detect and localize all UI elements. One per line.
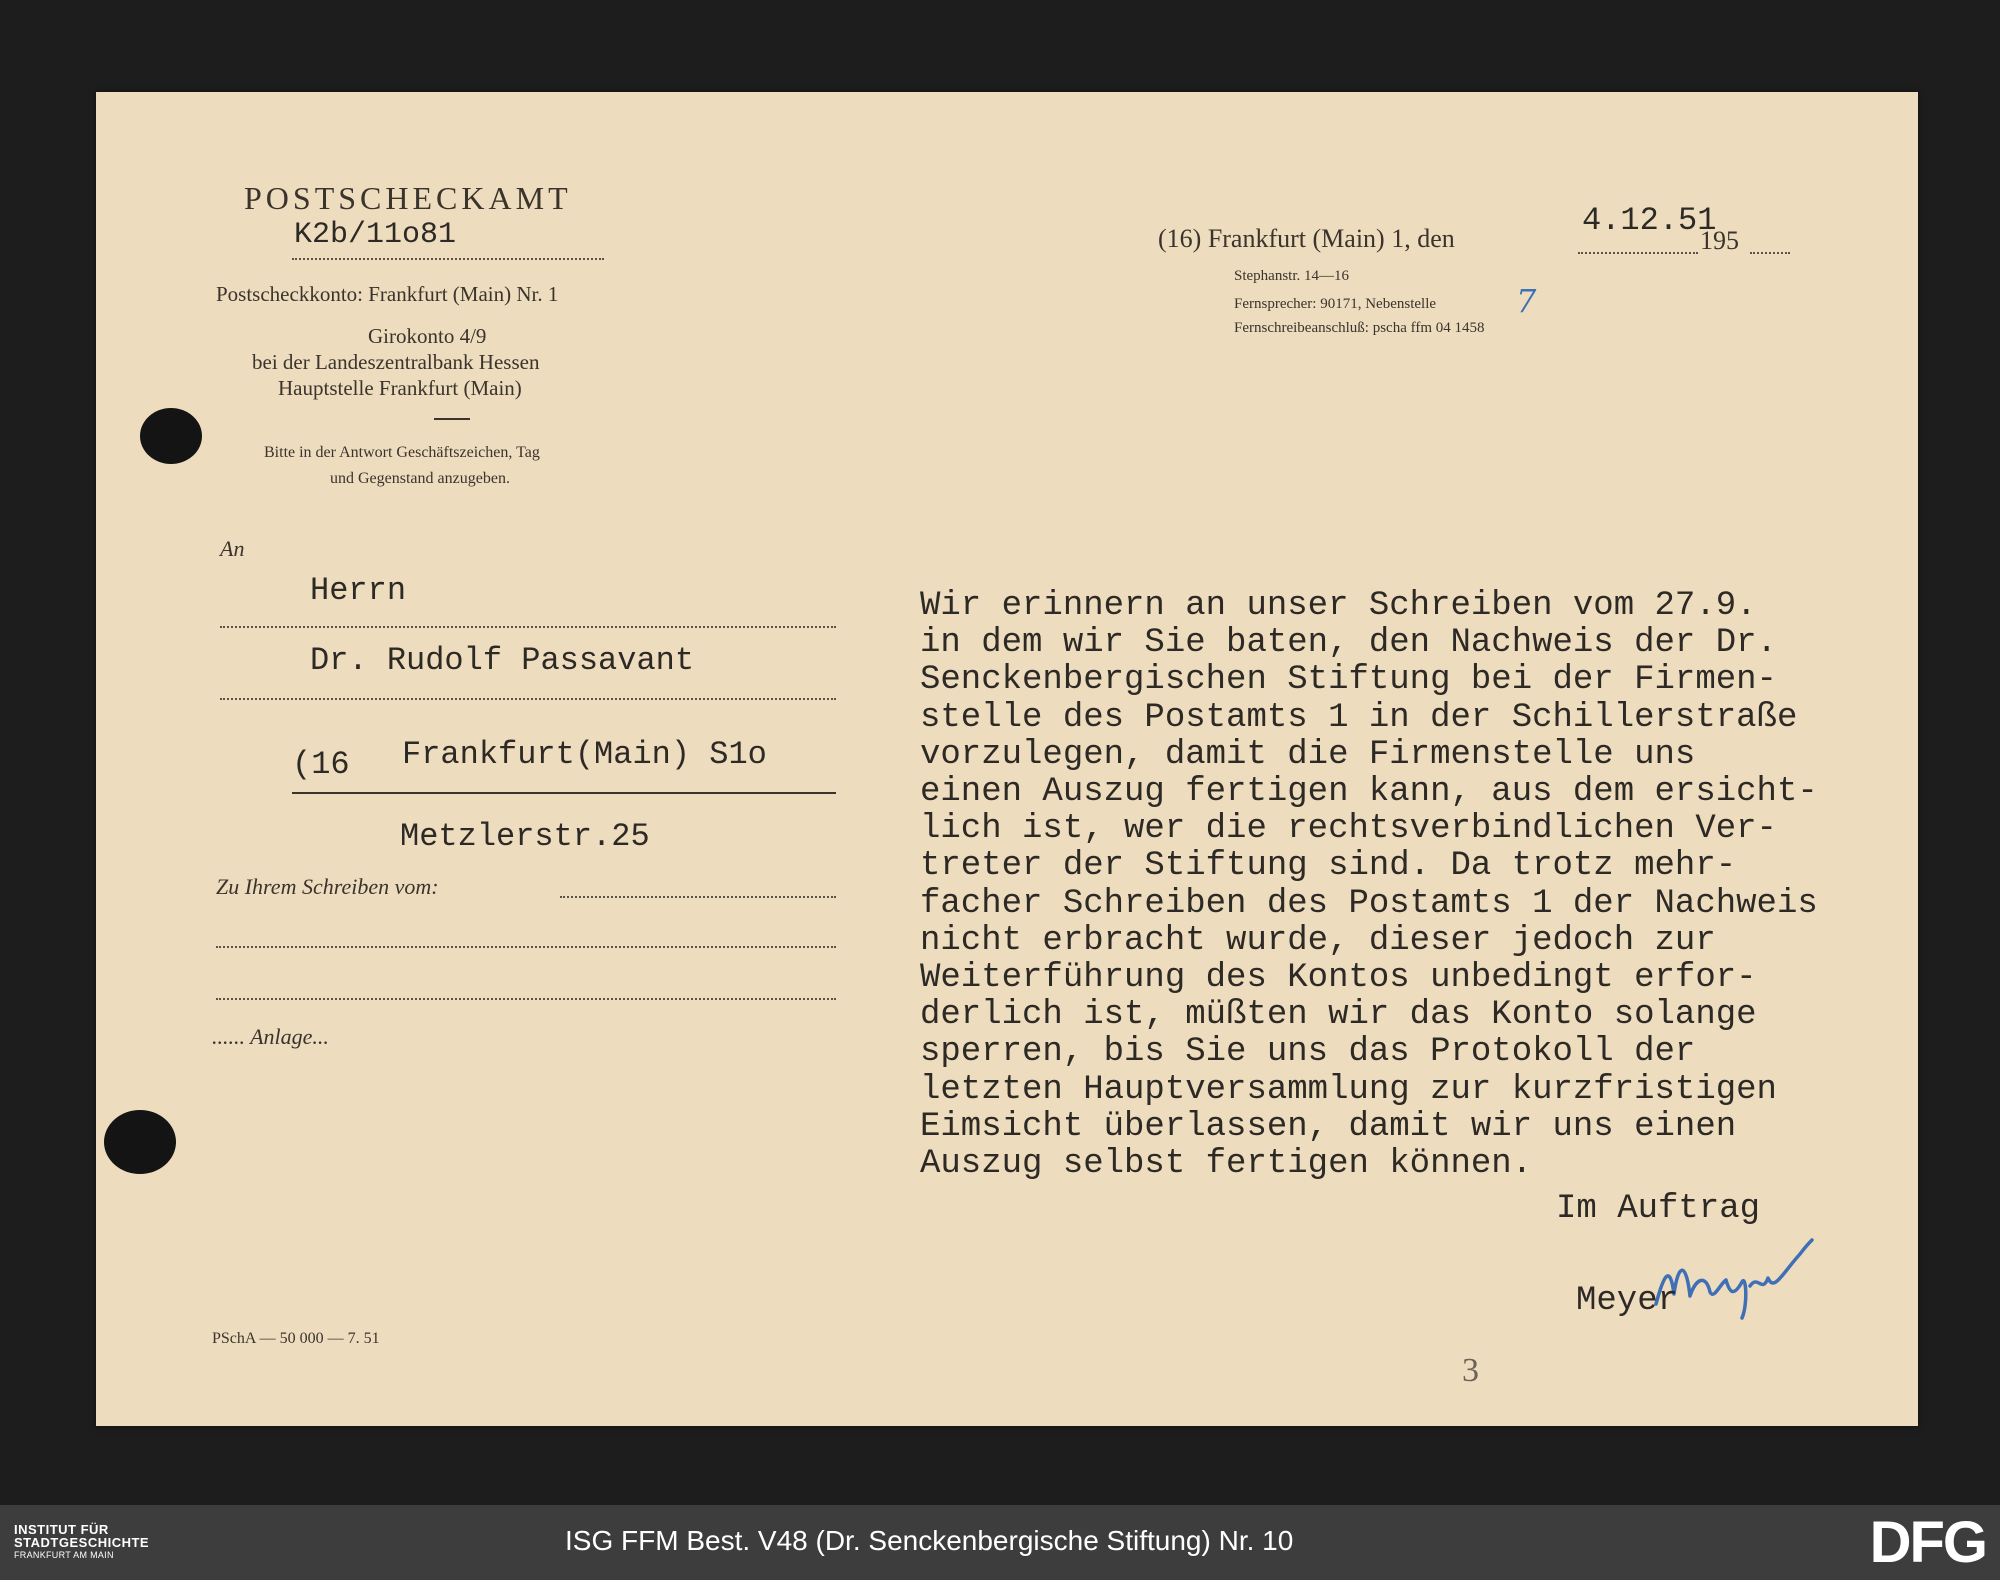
office-phone: Fernsprecher: 90171, Nebenstelle [1234, 296, 1437, 312]
bank-line-1: bei der Landeszentralbank Hessen [252, 350, 540, 374]
closing-in-order: Im Auftrag [1556, 1190, 1761, 1228]
address-line-2 [220, 698, 836, 700]
body-line: einen Auszug fertigen kann, aus dem ersicht- [920, 773, 1818, 812]
body-line: treter der Stiftung sind. Da trotz mehr- [920, 847, 1737, 886]
an-label: An [220, 536, 245, 561]
reply-note-line-2: und Gegenstand anzugeben. [330, 470, 510, 487]
date-typed: 4.12.51 [1582, 202, 1717, 239]
body-line: Eimsicht überlassen, damit wir uns einen [920, 1107, 1737, 1146]
office-street: Stephanstr. 14—16 [1234, 268, 1349, 284]
body-line: derlich ist, müßten wir das Konto solange [920, 996, 1757, 1035]
reference-number: K2b/11o81 [294, 218, 457, 252]
reference-dotted-line-2 [216, 946, 836, 948]
body-line: lich ist, wer die rechtsverbindlichen Ver- [920, 810, 1777, 849]
document-caption: ISG FFM Best. V48 (Dr. Senckenbergische Stiftung) Nr. 10 [565, 1525, 1294, 1556]
giro-account: Girokonto 4/9 [368, 324, 487, 348]
dfg-logo: DFG [1869, 1510, 1986, 1575]
recipient-name: Dr. Rudolf Passavant [310, 642, 695, 679]
office-telex: Fernschreibeanschluß: pscha ffm 04 1458 [1234, 320, 1485, 336]
your-letter-dotted-line [560, 896, 836, 898]
body-line: sperren, bis Sie uns das Protokoll der [920, 1033, 1696, 1072]
institute-logo-line-2: STADTGESCHICHTE [14, 1535, 150, 1550]
address-line-1 [220, 626, 836, 628]
body-line: letzten Hauptversammlung zur kurzfristigen [920, 1070, 1777, 1109]
postscheck-account: Postscheckkonto: Frankfurt (Main) Nr. 1 [216, 282, 559, 306]
bank-line-2: Hauptstelle Frankfurt (Main) [278, 376, 522, 400]
punch-hole-top [140, 408, 202, 464]
letterhead-divider [434, 418, 470, 420]
address-line-3 [292, 792, 836, 794]
institute-logo-line-3: FRANKFURT AM MAIN [14, 1550, 114, 1560]
year-prefix: 195 [1700, 226, 1739, 255]
institute-logo-line-1: INSTITUT FÜR [14, 1522, 109, 1537]
attachment-label: ...... Anlage... [212, 1024, 329, 1049]
letterhead-office: POSTSCHECKAMT [244, 180, 572, 216]
your-letter-label: Zu Ihrem Schreiben vom: [216, 874, 439, 899]
recipient-city: Frankfurt(Main) S1o [402, 736, 767, 773]
footer-bar [0, 1505, 2000, 1580]
body-line: Senckenbergischen Stiftung bei der Firmen- [920, 661, 1777, 700]
body-line: facher Schreiben des Postamts 1 der Nachweis [920, 884, 1818, 923]
place-line: (16) Frankfurt (Main) 1, den [1158, 224, 1455, 253]
recipient-salutation: Herrn [310, 572, 407, 609]
date-dotted-line [1578, 252, 1698, 254]
reply-note-line-1: Bitte in der Antwort Geschäftszeichen, Tag [264, 444, 540, 461]
form-number: PSchA — 50 000 — 7. 51 [212, 1330, 380, 1347]
body-line: Auszug selbst fertigen können. [920, 1145, 1533, 1184]
year-dotted-line [1750, 252, 1790, 254]
punch-hole-bottom [104, 1110, 176, 1174]
archive-page-mark: 3 [1462, 1352, 1479, 1389]
body-line: vorzulegen, damit die Firmenstelle uns [920, 735, 1696, 774]
phone-extension: 7 [1516, 282, 1537, 320]
closing-typed-name: Meyer [1576, 1282, 1679, 1320]
body-line: Wir erinnern an unser Schreiben vom 27.9. [920, 587, 1757, 625]
recipient-postal-prefix: (16 [292, 746, 350, 783]
body-line: stelle des Postamts 1 in der Schillerstraße [920, 698, 1798, 737]
body-line: in dem wir Sie baten, den Nachweis der Dr. [920, 624, 1777, 663]
letter-body [920, 588, 1818, 1183]
institute-logo [14, 1523, 149, 1562]
body-line: Weiterführung des Kontos unbedingt erfor- [920, 959, 1757, 998]
body-line: nicht erbracht wurde, dieser jedoch zur [920, 921, 1716, 960]
reference-dotted-line-3 [216, 998, 836, 1000]
reference-underline [292, 258, 604, 260]
recipient-street: Metzlerstr.25 [400, 818, 650, 855]
